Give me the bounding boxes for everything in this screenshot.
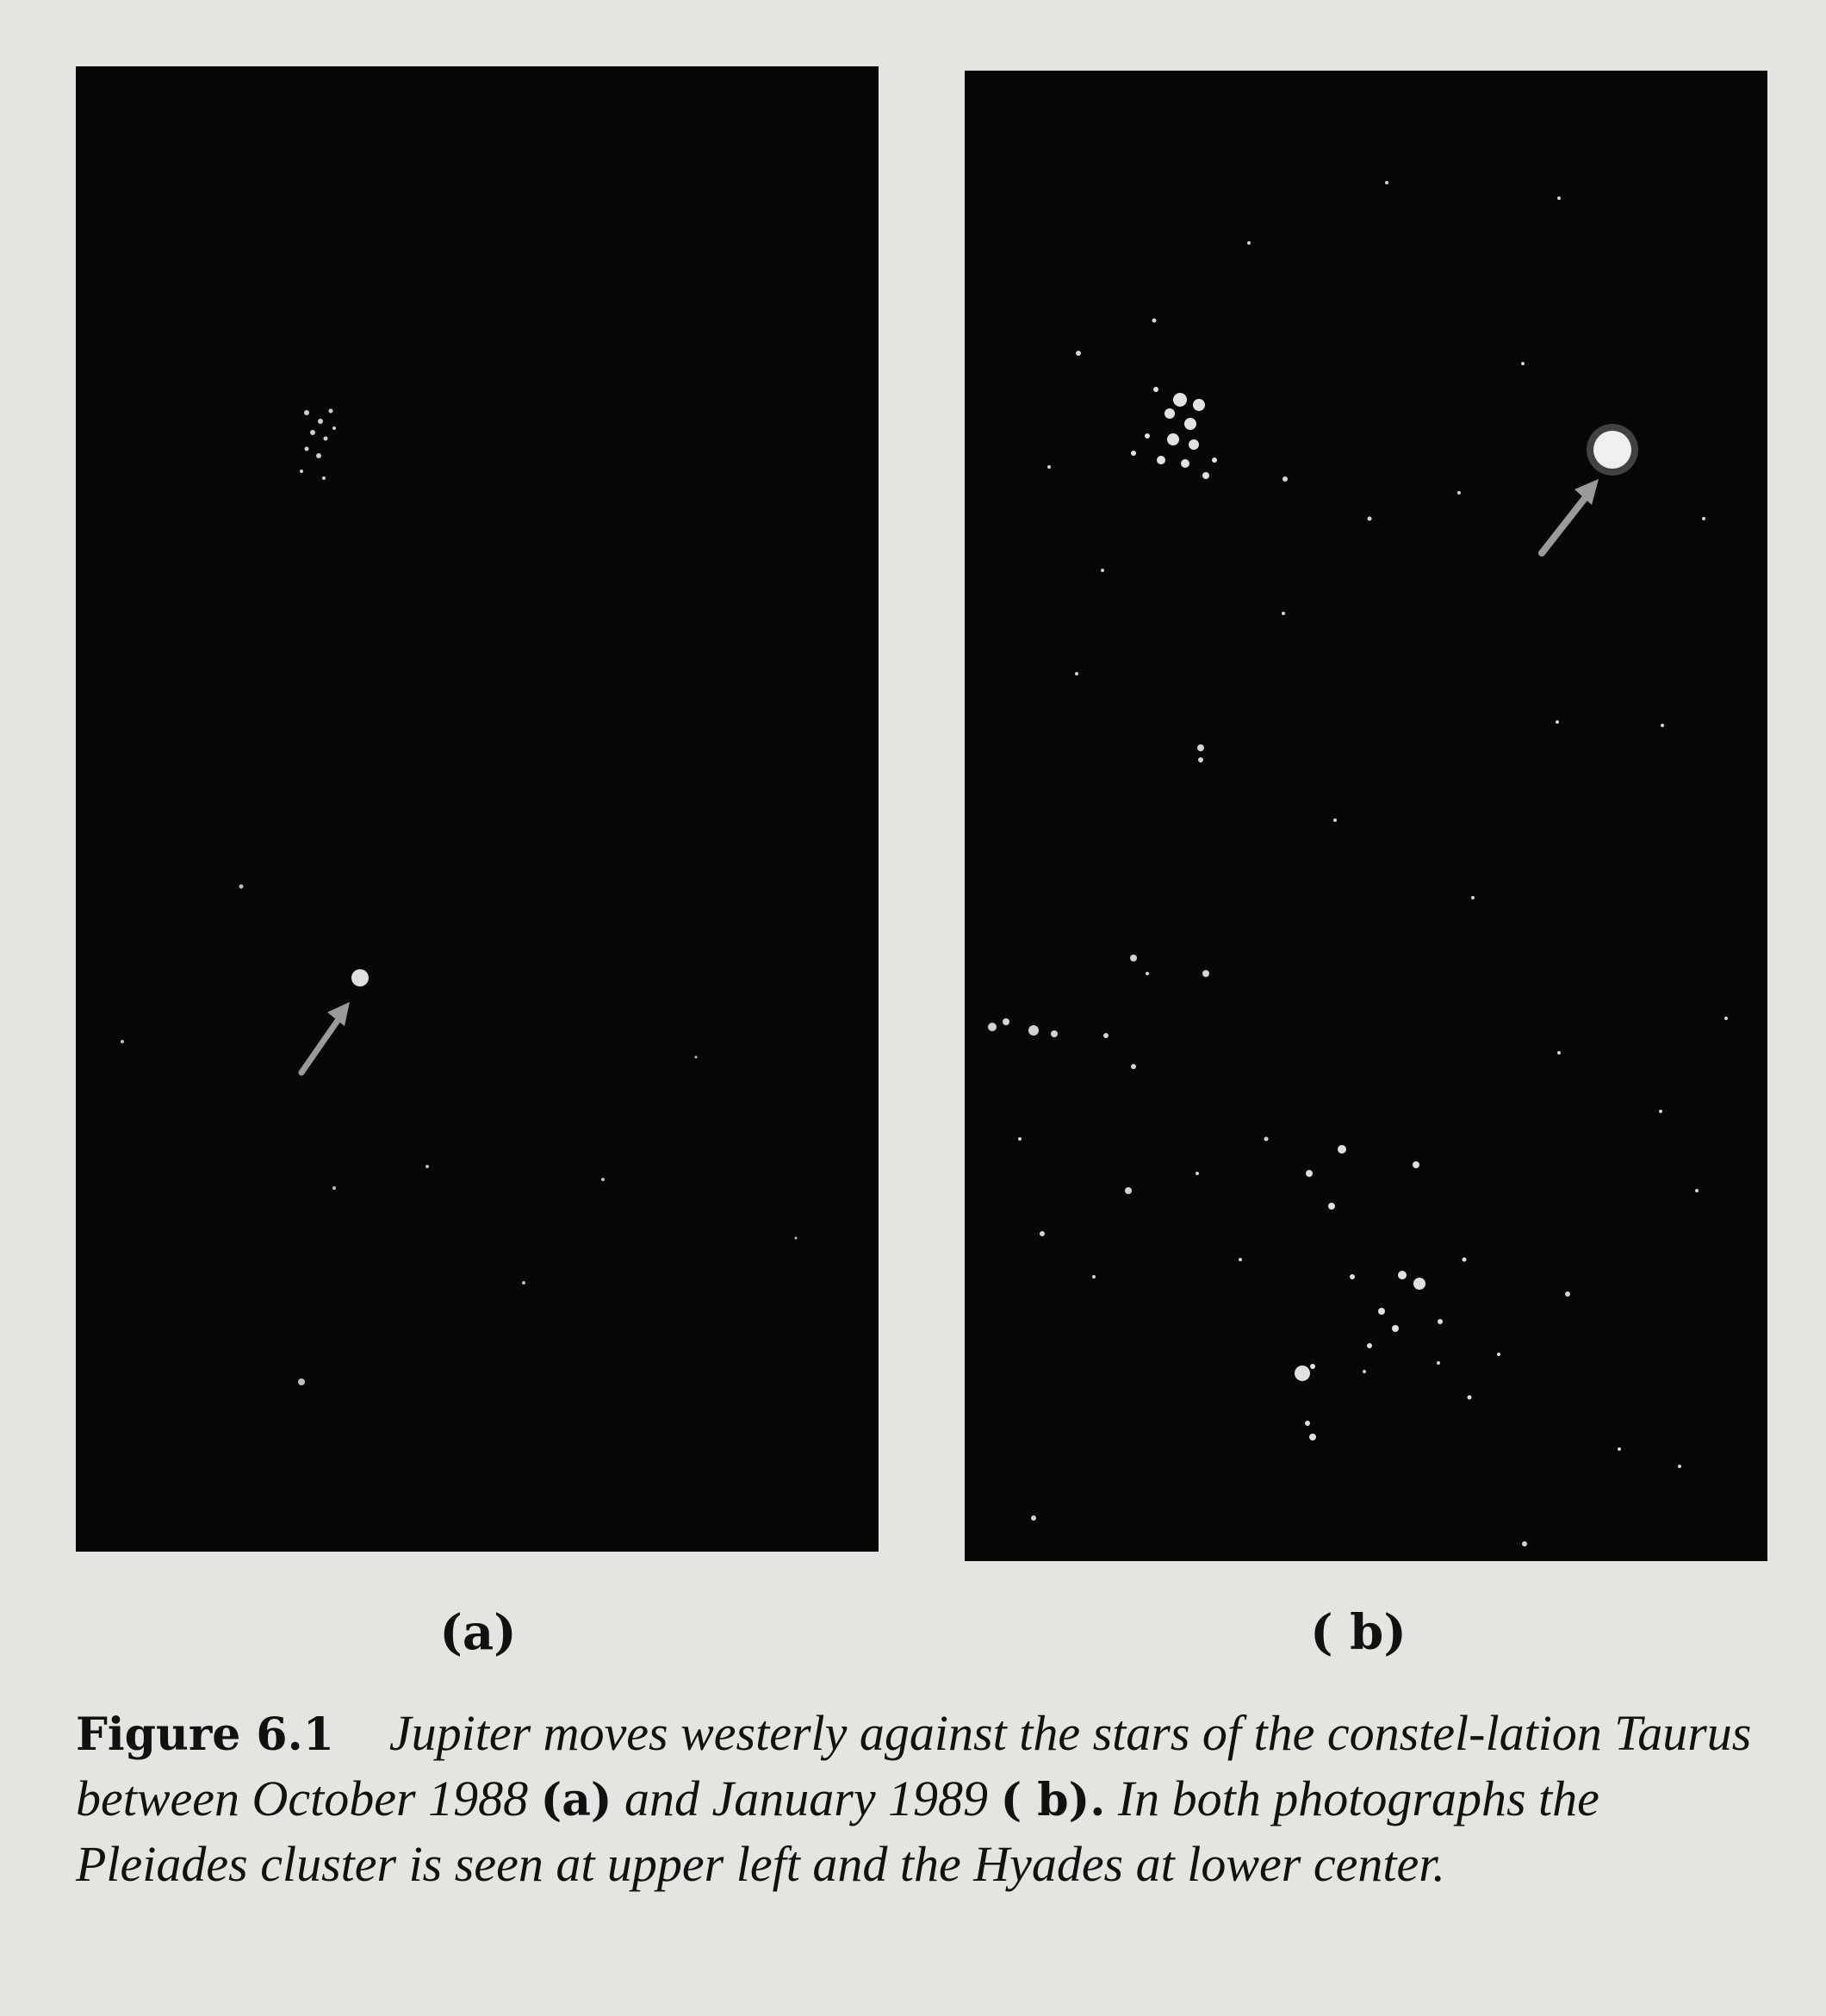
starfield-october-1988 — [76, 66, 879, 1552]
caption-ref-a: (a) — [540, 1774, 612, 1826]
figure-caption — [76, 1702, 1773, 1898]
photo-panel-a — [76, 66, 879, 1552]
caption-text-2: and January 1989 — [612, 1770, 1001, 1826]
photo-panel-b — [965, 71, 1767, 1561]
starfield-january-1989 — [965, 71, 1767, 1561]
panel-label-a: (a) — [439, 1604, 517, 1661]
caption-text-1: Jupiter moves westerly against the stars of the constel-lation Taurus between October 1988 — [76, 1705, 1752, 1826]
hyades-cluster — [1295, 1145, 1500, 1440]
arrow-icon — [1542, 479, 1599, 553]
panel-label-b: ( b) — [1310, 1604, 1407, 1661]
caption-ref-b: ( b). — [1000, 1774, 1106, 1826]
pleiades-cluster — [1131, 387, 1217, 479]
arrow-icon — [301, 1002, 350, 1073]
field-stars — [121, 885, 798, 1386]
jupiter — [351, 969, 369, 986]
pleiades-cluster — [300, 409, 336, 481]
caption-text-3: In both photographs the Pleiades cluster is seen at upper left and the Hyades at lower center. — [76, 1770, 1599, 1892]
figure-number: Figure 6.1 — [76, 1708, 334, 1761]
field-stars — [988, 181, 1728, 1546]
